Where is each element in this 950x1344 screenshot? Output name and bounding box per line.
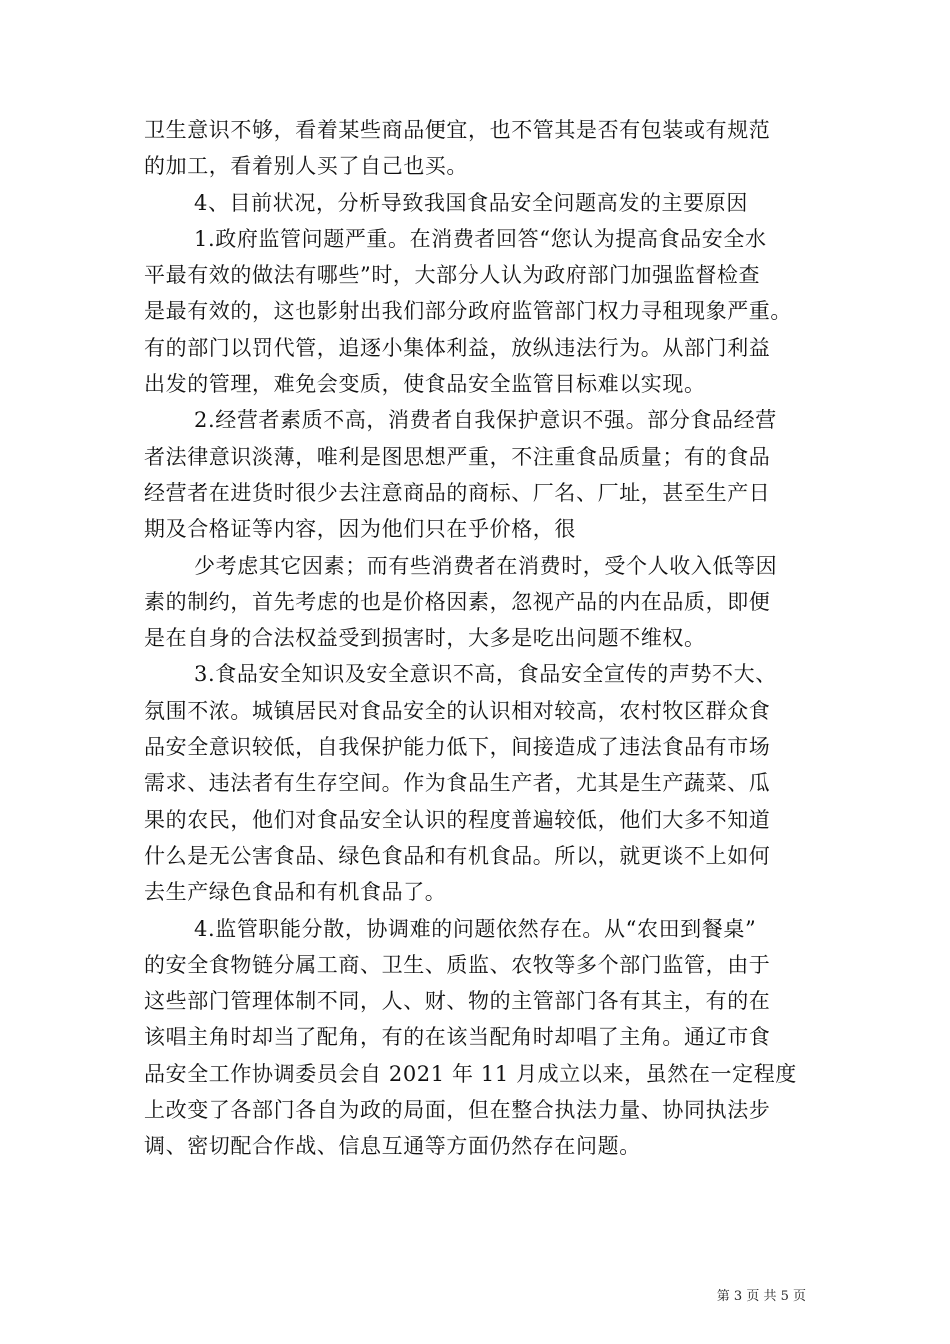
text-line: 去生产绿色食品和有机食品了。 [144, 880, 447, 905]
text-line: 有的部门以罚代管，追逐小集体利益，放纵违法行为。从部门利益 [144, 335, 771, 360]
text-line: 这些部门管理体制不同，人、财、物的主管部门各有其主，有的在 [144, 989, 771, 1014]
text-line: 是在自身的合法权益受到损害时，大多是吃出问题不维权。 [144, 626, 706, 651]
text-line: 品安全意识较低，自我保护能力低下，间接造成了违法食品有市场 [144, 735, 771, 760]
text-line: 者法律意识淡薄，唯利是图思想严重，不注重食品质量；有的食品 [144, 444, 771, 469]
text-line: 经营者在进货时很少去注意商品的商标、厂名、厂址，甚至生产日 [144, 480, 771, 505]
document-body [144, 112, 806, 1165]
text-line: 平最有效的做法有哪些”时，大部分人认为政府部门加强监督检查 [144, 263, 761, 288]
text-line: 需求、违法者有生存空间。作为食品生产者，尤其是生产蔬菜、瓜 [144, 771, 771, 796]
text-line: 出发的管理，难免会变质，使食品安全监管目标难以实现。 [144, 372, 706, 397]
text-line: 的安全食物链分属工商、卫生、质监、农牧等多个部门监管，由于 [144, 952, 771, 977]
section-heading: 4、目前状况，分析导致我国食品安全问题高发的主要原因 [194, 190, 748, 215]
text-line: 品安全工作协调委员会自 2021 年 11 月成立以来，虽然在一定程度 [144, 1061, 797, 1086]
paragraph-start: 4.监管职能分散，协调难的问题依然存在。从“农田到餐桌” [194, 916, 757, 941]
text-line: 氛围不浓。城镇居民对食品安全的认识相对较高，农村牧区群众食 [144, 698, 771, 723]
paragraph-start: 少考虑其它因素；而有些消费者在消费时，受个人收入低等因 [194, 553, 778, 578]
paragraph-start: 3.食品安全知识及安全意识不高，食品安全宣传的声势不大、 [194, 662, 777, 687]
text-line: 是最有效的，这也影射出我们部分政府监管部门权力寻租现象严重。 [144, 299, 792, 324]
text-line: 的加工，看着别人买了自己也买。 [144, 154, 468, 179]
text-line: 素的制约，首先考虑的也是价格因素，忽视产品的内在品质，即便 [144, 589, 771, 614]
paragraph-start: 1.政府监管问题严重。在消费者回答“您认为提高食品安全水 [194, 226, 767, 251]
text-line: 该唱主角时却当了配角，有的在该当配角时却唱了主角。通辽市食 [144, 1025, 771, 1050]
text-line: 期及合格证等内容，因为他们只在乎价格，很 [144, 517, 576, 542]
paragraph-start: 2.经营者素质不高，消费者自我保护意识不强。部分食品经营 [194, 408, 777, 433]
text-line: 调、密切配合作战、信息互通等方面仍然存在问题。 [144, 1134, 641, 1159]
text-line: 卫生意识不够，看着某些商品便宜，也不管其是否有包装或有规范 [144, 118, 771, 142]
text-line: 果的农民，他们对食品安全认识的程度普遍较低，他们大多不知道 [144, 807, 771, 832]
text-line: 什么是无公害食品、绿色食品和有机食品。所以，就更谈不上如何 [144, 843, 771, 868]
page-number: 第 3 页 共 5 页 [716, 1289, 806, 1304]
text-line: 上改变了各部门各自为政的局面，但在整合执法力量、协同执法步 [144, 1098, 771, 1123]
